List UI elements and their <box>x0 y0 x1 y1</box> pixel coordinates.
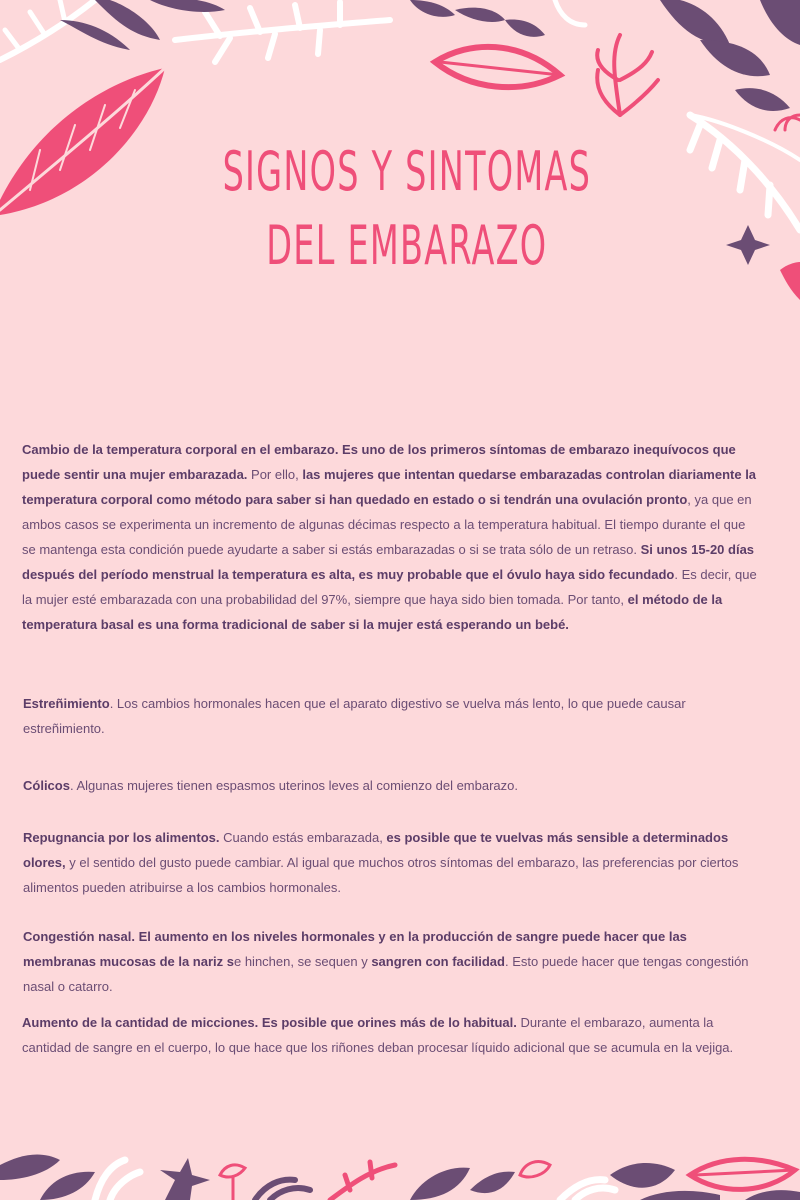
paragraph-micciones <box>22 1010 762 1060</box>
text-run: y el sentido del gusto puede cambiar. Al igual que muchos otros síntomas del embarazo, las preferencias por ciertos alimentos pueden atribuirse a los cambios hormonales. <box>23 855 739 895</box>
paragraph-congestion <box>23 924 763 999</box>
text-run: Por ello, <box>247 467 303 482</box>
page-title-line-1: SIGNOS Y SINTOMAS <box>222 140 592 203</box>
page-title-line-2: DEL EMBARAZO <box>266 214 548 277</box>
text-run: Cólicos <box>23 778 70 793</box>
paragraph-estrenimiento <box>23 691 763 741</box>
text-run: Durante el embarazo, aumenta la cantidad de sangre en el cuerpo, lo que hace que los riñones deban procesar líquido adicional que se acumula en la vejiga. <box>22 1015 734 1055</box>
text-run: . Esto puede hacer que tengas congestión nasal o catarro. <box>23 954 749 994</box>
text-run: Cuando estás embarazada, <box>219 830 387 845</box>
text-run: . Algunas mujeres tienen espasmos uterinos leves al comienzo del embarazo. <box>69 778 518 793</box>
paragraph-repugnancia <box>23 825 763 900</box>
paragraph-temperatura <box>22 437 762 637</box>
text-run: Congestión nasal. El aumento en los niveles hormonales y en la producción de sangre puede hacer que las membranas mucosas de la nariz s <box>23 929 687 969</box>
text-run: , ya que en ambos casos se experimenta un incremento de algunas décimas respecto a la temperatura habitual. El tiempo durante el que se mantenga esta condición puede ayudarte a saber si estás embarazadas o si se trata sólo de un retraso. <box>22 492 752 557</box>
paragraph-colicos <box>23 773 763 798</box>
text-run: e hinchen, se sequen y <box>233 954 372 969</box>
text-run: . Es decir, que la mujer esté embarazada con una probabilidad del 97%, siempre que haya sido bien tomada. Por tanto, <box>22 567 757 607</box>
text-run: el método de la temperatura basal es una forma tradicional de saber si la mujer está esperando un bebé. <box>22 592 723 632</box>
text-run: Aumento de la cantidad de micciones. Es posible que orines más de lo habitual. <box>22 1015 517 1030</box>
text-run: Cambio de la temperatura corporal en el embarazo. Es uno de los primeros síntomas de embarazo inequívocos que puede sentir una mujer embarazada. <box>22 442 736 482</box>
text-run: Estreñimiento <box>23 696 110 711</box>
text-run: es posible que te vuelvas más sensible a determinados olores, <box>23 830 729 870</box>
text-run: Si unos 15-20 días después del período menstrual la temperatura es alta, es muy probable que el óvulo haya sido fecundado <box>22 542 755 582</box>
text-run: las mujeres que intentan quedarse embarazadas controlan diariamente la temperatura corporal como método para saber si han quedado en estado o si tendrán una ovulación pronto <box>22 467 757 507</box>
text-run: Repugnancia por los alimentos. <box>23 830 220 845</box>
text-run: sangren con facilidad <box>371 954 505 969</box>
text-run: . Los cambios hormonales hacen que el aparato digestivo se vuelva más lento, lo que puede causar estreñimiento. <box>23 696 686 736</box>
